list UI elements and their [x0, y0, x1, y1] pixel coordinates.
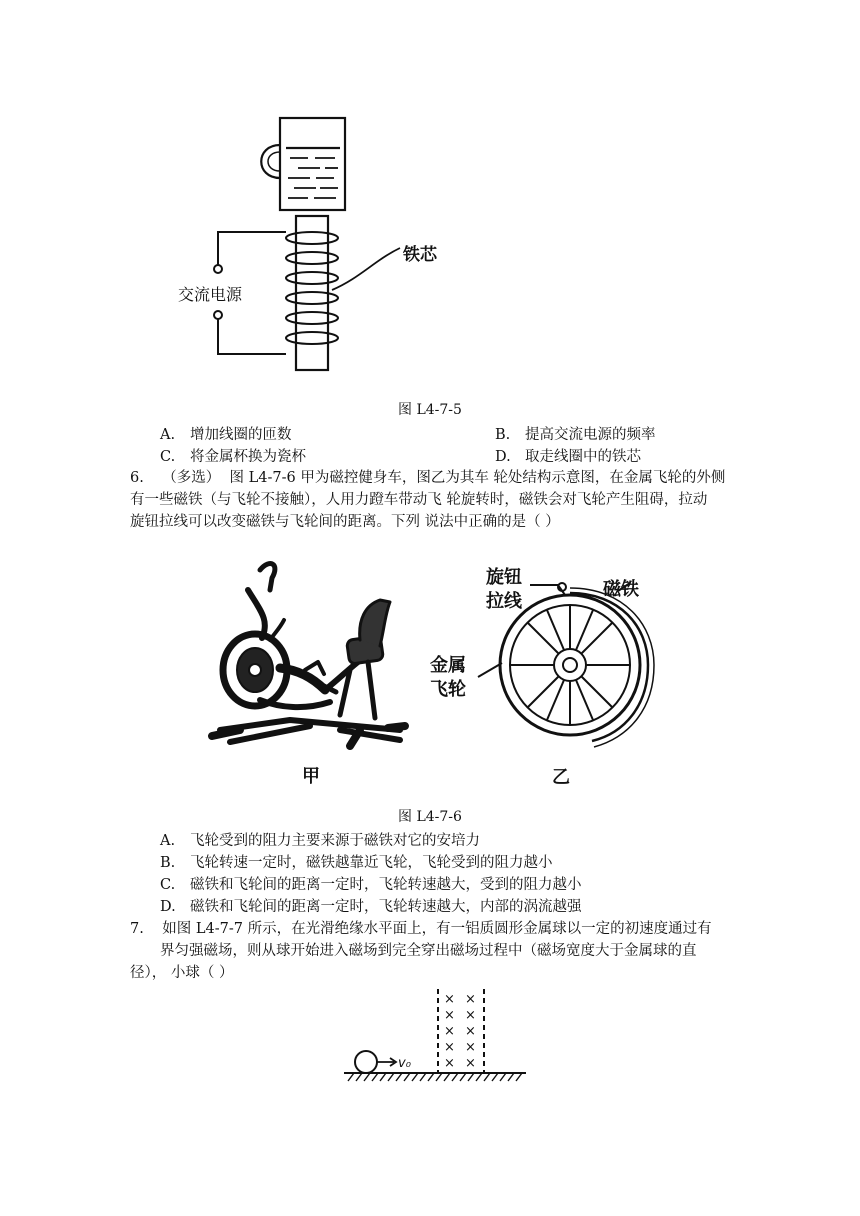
metal-cup [261, 118, 345, 210]
svg-text:×: × [465, 1056, 476, 1071]
magnetic-field-marks [444, 992, 476, 1071]
q5-option-b: B. 提高交流电源的频率 [495, 427, 656, 443]
q6-option-c: C. 磁铁和飞轮间的距离一定时，飞轮转速越大，受到的阻力越小 [160, 877, 582, 893]
figure-caption-l4-7-5: 图 L4-7-5 [398, 402, 462, 418]
svg-text:×: × [444, 992, 455, 1007]
q5-option-d: D. 取走线圈中的铁芯 [495, 449, 641, 465]
coil [286, 232, 338, 344]
q6-option-d: D. 磁铁和飞轮间的距离一定时，飞轮转速越大，内部的涡流越强 [160, 899, 582, 915]
knob-label-2: 拉线 [486, 591, 522, 612]
figure-l4-7-6-yi [420, 555, 660, 790]
q7-number: 7. [130, 921, 144, 937]
figure-caption-l4-7-6: 图 L4-7-6 [398, 809, 462, 825]
svg-text:×: × [444, 1024, 455, 1039]
core-label: 铁芯 [403, 245, 437, 265]
svg-text:×: × [444, 1056, 455, 1071]
ground-hatching [348, 1073, 522, 1081]
svg-text:×: × [465, 1008, 476, 1023]
wheel-label-2: 飞轮 [430, 679, 466, 700]
yi-label: 乙 [552, 767, 570, 788]
q6-option-b: B. 飞轮转速一定时，磁铁越靠近飞轮，飞轮受到的阻力越小 [160, 855, 553, 871]
figure-l4-7-5 [170, 110, 470, 380]
figure-l4-7-6-jia [200, 550, 420, 790]
wheel-label-1: 金属 [430, 655, 466, 676]
q6-tag: （多选） [162, 470, 221, 486]
q5-option-c: C. 将金属杯换为瓷杯 [160, 449, 306, 465]
svg-text:×: × [465, 992, 476, 1007]
jia-label: 甲 [302, 766, 320, 787]
svg-text:×: × [444, 1040, 455, 1055]
v0-label: v₀ [398, 1056, 411, 1071]
magnet-label: 磁铁 [603, 579, 639, 600]
knob-label-1: 旋钮 [486, 567, 522, 588]
q7-stem: 7. 如图 L4-7-7 所示，在光滑绝缘水平面上，有一铝质圆形金属球以一定的初速度通过有 界匀强磁场，则从球开始进入磁场到完全穿出磁场过程中（磁场宽度大于金属球的直 径）， 小球（ ） [130, 921, 712, 981]
q6-option-a: A. 飞轮受到的阻力主要来源于磁铁对它的安培力 [160, 833, 480, 849]
core-pointer-line [332, 248, 400, 290]
svg-text:×: × [444, 1008, 455, 1023]
source-label: 交流电源 [178, 285, 243, 304]
figure-l4-7-7 [340, 985, 530, 1085]
svg-text:×: × [465, 1040, 476, 1055]
q5-option-a: A. 增加线圈的匝数 [160, 427, 292, 443]
svg-text:×: × [465, 1024, 476, 1039]
aluminum-ball [355, 1051, 377, 1073]
q6-stem: 6. （多选） 图 L4-7-6 甲为磁控健身车，图乙为其车 轮处结构示意图，在金属飞轮的外侧 有一些磁铁（与飞轮不接触），人用力蹬车带动飞 轮旋转时，磁铁会对飞轮产生阻碍，拉动 旋钮拉线可以改变磁铁与飞轮间的距离。下列 说法中正确的是（ ） [130, 470, 726, 530]
q6-number: 6. [130, 470, 144, 486]
